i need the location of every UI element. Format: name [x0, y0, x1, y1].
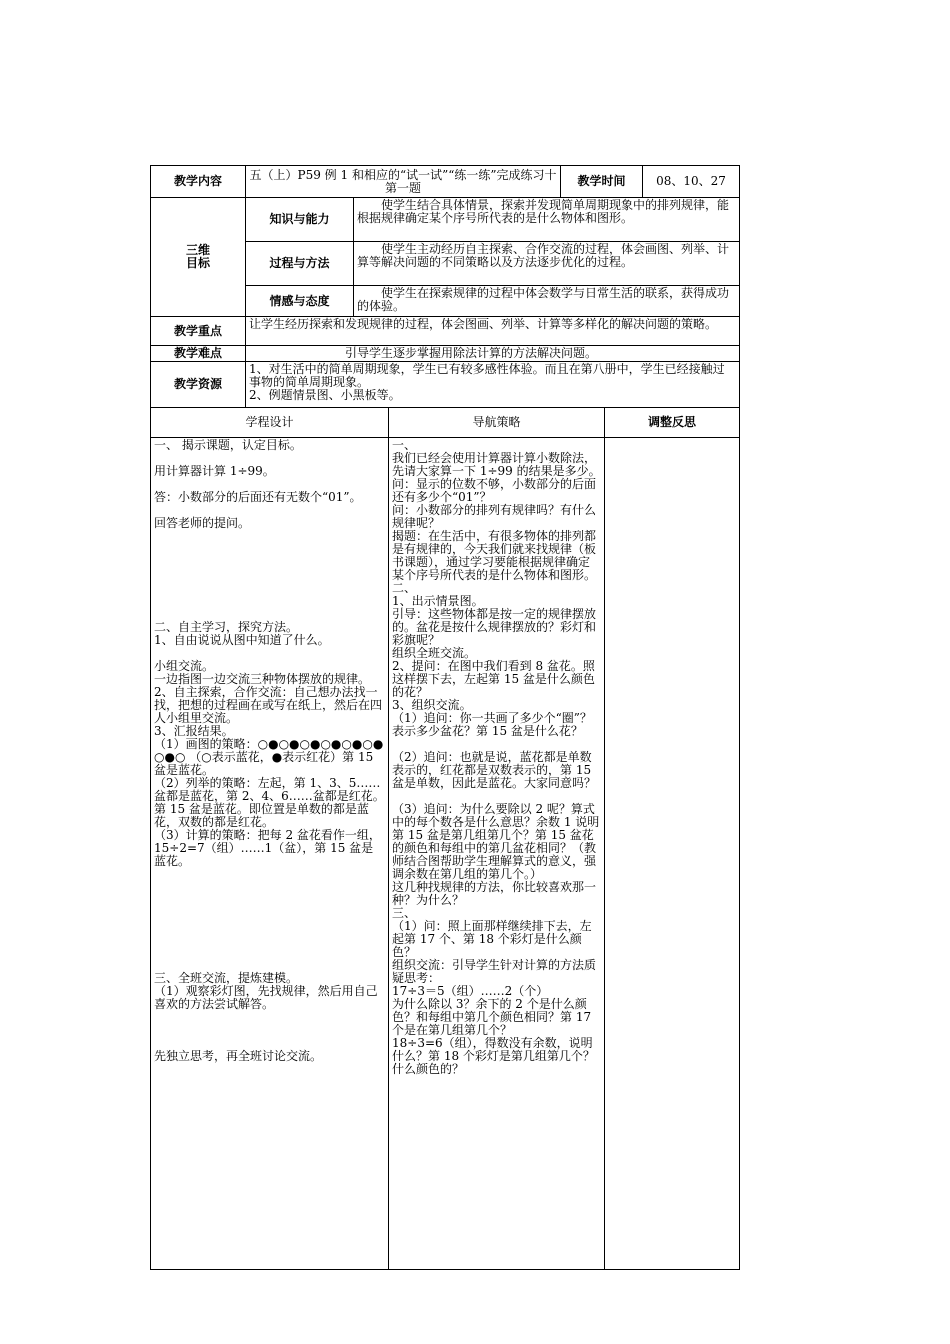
- strategy-line: 18÷3=6（组），得数没有余数，说明什么？第 18 个彩灯是第几组第几个？什么颜色的？: [392, 1036, 595, 1076]
- strategy-line: 问：显示的位数不够，小数部分的后面还有多少个“01”？: [392, 477, 597, 504]
- design-line: （3）计算的策略：把每 2 盆花看作一组，15÷2=7（组）……1（盆），第 15 盆是蓝花。: [154, 828, 381, 868]
- design-line: （1）观察彩灯图，先找规律，然后用自己喜欢的方法尝试解答。: [154, 984, 378, 1011]
- resources-label: 教学资源: [151, 362, 246, 408]
- design-line: 1、自由说说从图中知道了什么。: [154, 633, 330, 647]
- design-line: 3、汇报结果。: [154, 724, 234, 738]
- goals-label: 三维 目标: [151, 198, 246, 317]
- strategy-line: （1）问：照上面那样继续排下去，左起第 17 个、第 18 个彩灯是什么颜色？: [392, 919, 592, 959]
- difficulty-text: 引导学生逐步掌握用除法计算的方法解决问题。: [246, 346, 740, 362]
- design-line: 一边指图一边交流三种物体摆放的规律。: [154, 672, 371, 686]
- resources-line-2: 2、例题情景图、小黑板等。: [249, 388, 401, 402]
- strategy-line: 二、: [392, 581, 417, 595]
- goal-label-process: 过程与方法: [246, 242, 354, 286]
- design-line: 答：小数部分的后面还有无数个“01”。: [154, 490, 362, 504]
- content-value: 五（上）P59 例 1 和相应的“试一试”“练一练”完成练习十第一题: [246, 166, 561, 198]
- design-line: 小组交流。: [154, 659, 215, 673]
- strategy-line: 一、: [392, 438, 417, 452]
- goals-table: [150, 197, 740, 317]
- goal-text-process: 使学生主动经历自主探索、合作交流的过程，体会画图、列举、计算等解决问题的不同策略以及方法逐步优化的过程。: [354, 242, 740, 286]
- design-line: 回答老师的提问。: [154, 516, 251, 530]
- strategy-line: 我们已经会使用计算器计算小数除法，先请大家算一下 1÷99 的结果是多少。: [392, 451, 601, 478]
- design-column: [151, 438, 389, 1270]
- focus-table: [150, 316, 740, 408]
- design-line: [154, 920, 385, 933]
- strategy-line: 1、出示情景图。: [392, 594, 484, 608]
- design-line: [154, 556, 385, 569]
- design-line: （2）列举的策略：左起，第 1、3、5……盆都是蓝花，第 2、4、6……盆都是红花。第 15 盆是蓝花。即位置是单数的都是蓝花，双数的都是红花。: [154, 776, 385, 829]
- difficulty-label: 教学难点: [151, 346, 246, 362]
- goal-text-attitude: 使学生在探索规律的过程中体会数学与日常生活的联系，获得成功的体验。: [354, 286, 740, 317]
- strategy-line: 这几种找规律的方法，你比较喜欢那一种？为什么？: [392, 880, 597, 907]
- strategy-header: 导航策略: [389, 408, 605, 438]
- goal-text-knowledge: 使学生结合具体情景，探索并发现简单周期现象中的排列规律，能根据规律确定某个序号所代表的是什么物体和图形。: [354, 198, 740, 242]
- design-line: [154, 933, 385, 946]
- key-point-text: 让学生经历探索和发现规律的过程，体会图画、列举、计算等多样化的解决问题的策略。: [246, 317, 740, 346]
- design-line: 先独立思考，再全班讨论交流。: [154, 1049, 323, 1063]
- strategy-line: 三、: [392, 906, 417, 920]
- strategy-line: 为什么除以 3？余下的 2 个是什么颜色？和每组中第几个颜色相同？第 17 个是在第几组第几个？: [392, 997, 595, 1037]
- design-line: 二、自主学习，探究方法。: [154, 620, 299, 634]
- design-line: [154, 868, 385, 881]
- header-table: [150, 165, 740, 198]
- design-line: [154, 907, 385, 920]
- design-line: 一、 揭示课题，认定目标。: [154, 438, 302, 452]
- strategy-line: 问：小数部分的排列有规律吗？有什么规律呢？: [392, 503, 597, 530]
- strategy-line: 引导：这些物体都是按一定的规律摆放的。盆花是按什么规律摆放的？彩灯和彩旗呢？: [392, 607, 597, 647]
- design-line: [154, 1024, 385, 1037]
- design-line: [154, 543, 385, 556]
- process-table: [150, 407, 740, 1270]
- goal-label-attitude: 情感与态度: [246, 286, 354, 317]
- time-label: 教学时间: [561, 166, 643, 198]
- design-line: 用计算器计算 1÷99。: [154, 464, 275, 478]
- design-line: [154, 946, 385, 959]
- strategy-line: （3）追问：为什么要除以 2 呢？算式中的每个数各是什么意思？余数 1 说明第 15 盆是第几组第几个？第 15 盆花的颜色和每组中的第几盆花相同？（教师结合图帮助学生理解算式的意义，强调余数在第几组的第几个。）: [392, 802, 600, 881]
- design-line: 三、全班交流，提炼建模。: [154, 971, 299, 985]
- design-line: [154, 530, 385, 543]
- reflect-header: 调整反思: [605, 408, 740, 438]
- design-line: 2、自主探索，合作交流：自己想办法找一找，把想的过程画在或写在纸上，然后在四人小组里交流。: [154, 685, 383, 725]
- strategy-line: 组织交流：引导学生针对计算的方法质疑思考：: [392, 958, 597, 985]
- lesson-plan: [150, 165, 739, 1270]
- design-line: [154, 582, 385, 595]
- time-value: 08、10、27: [643, 166, 740, 198]
- design-line: （1）画图的策略：○●○●○●○●○●○●○●○ （○表示蓝花，●表示红花）第 15 盆是蓝花。: [154, 737, 384, 777]
- strategy-line: 2、提问：在图中我们看到 8 盆花。照这样摆下去，左起第 15 盆是什么颜色的花？: [392, 659, 595, 699]
- reflect-column: [605, 438, 740, 1270]
- strategy-column: [389, 438, 605, 1270]
- strategy-line: 3、组织交流。: [392, 698, 472, 712]
- design-line: [154, 1011, 385, 1024]
- content-label: 教学内容: [151, 166, 246, 198]
- strategy-line: 17÷3＝5（组）……2（个）: [392, 984, 549, 998]
- resources-text: [246, 362, 740, 408]
- design-line: [154, 569, 385, 582]
- strategy-line: （1）追问：你一共画了多少个“圈”？表示多少盆花？第 15 盆是什么花？: [392, 711, 592, 738]
- design-line: [154, 595, 385, 608]
- design-line: [154, 894, 385, 907]
- design-line: [154, 881, 385, 894]
- design-header: 学程设计: [151, 408, 389, 438]
- strategy-line: 揭题：在生活中，有很多物体的排列都是有规律的，今天我们就来找规律（板书课题），通过学习要能根据规律确定某个序号所代表的是什么物体和图形。: [392, 529, 597, 582]
- resources-line-1: 1、对生活中的简单周期现象，学生已有较多感性体验。而且在第八册中，学生已经接触过事物的简单周期现象。: [249, 362, 725, 389]
- key-point-label: 教学重点: [151, 317, 246, 346]
- strategy-line: 组织全班交流。: [392, 646, 477, 660]
- strategy-line: （2）追问：也就是说，蓝花都是单数表示的，红花都是双数表示的，第 15 盆是单数，因此是蓝花。大家同意吗？: [392, 750, 597, 790]
- goal-label-knowledge: 知识与能力: [246, 198, 354, 242]
